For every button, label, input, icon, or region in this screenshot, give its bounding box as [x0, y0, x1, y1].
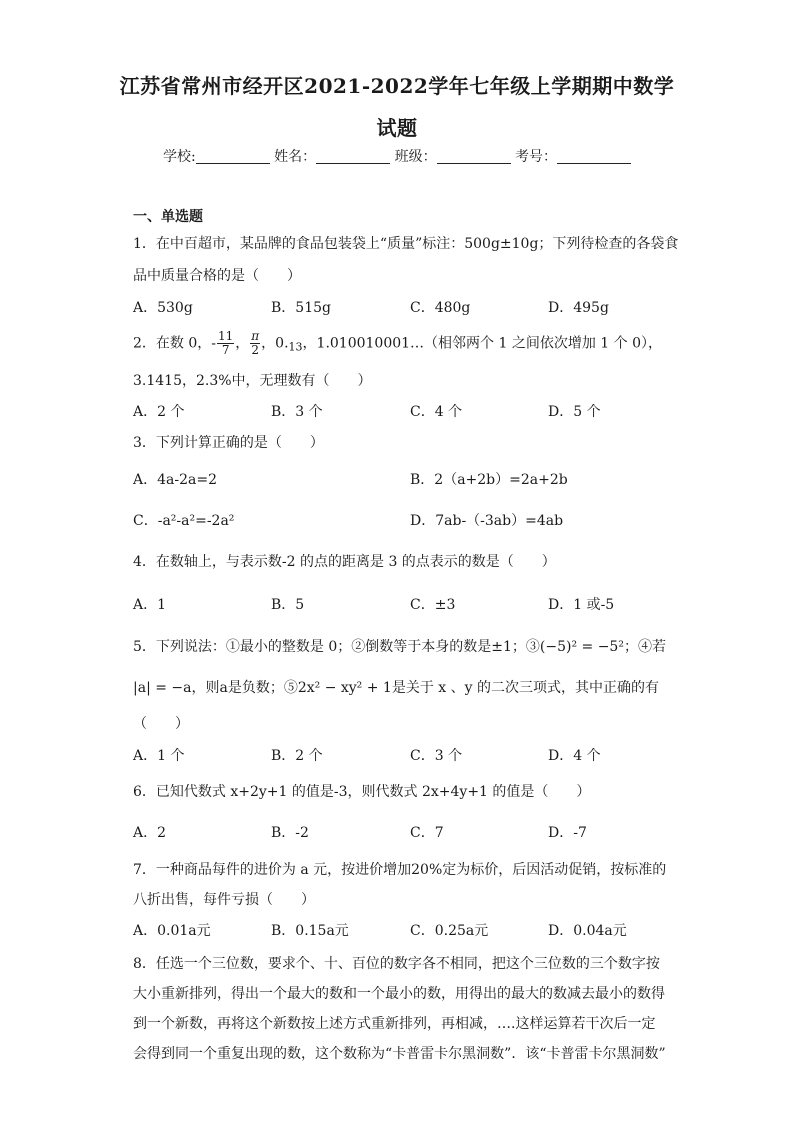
q5-option-a[interactable]: A．1 个	[133, 748, 185, 764]
school-blank[interactable]	[196, 149, 270, 164]
q1-option-a[interactable]: A．530g	[133, 300, 193, 316]
q5-stem-line3: （ ）	[133, 716, 189, 732]
class-blank[interactable]	[437, 149, 511, 164]
q6-stem: 6．已知代数式 x+2y+1 的值是-3，则代数式 2x+4y+1 的值是（ ）	[133, 784, 591, 800]
q5-option-c[interactable]: C．3 个	[410, 748, 463, 764]
q4-stem: 4．在数轴上，与表示数-2 的点的距离是 3 的点表示的数是（ ）	[133, 554, 556, 570]
q8-stem-line2: 大小重新排列，得出一个最大的数和一个最小的数，用得出的最大的数减去最小的数得	[133, 986, 665, 1002]
q7-option-a[interactable]: A．0.01a元	[133, 923, 211, 939]
q5-stem-line1: 5．下列说法：①最小的整数是 0；②倒数等于本身的数是±1；③(−5)² = −5²；④若	[133, 639, 666, 655]
exam-no-label: 考号：	[515, 149, 558, 165]
q2-stem-line2: 3.1415，2.3%中，无理数有（ ）	[133, 373, 372, 389]
q3-stem: 3．下列计算正确的是（ ）	[133, 435, 324, 451]
q2-stem-line1: 2．在数 0，- $\frac{11}{7}$ ， $\frac{\pi}{2}$ ，$0._{13}$，1.010010001…（相邻两个 1 之间依次增加 1 个 0），	[133, 329, 663, 357]
q1-stem-line2: 品中质量合格的是（ ）	[133, 268, 301, 284]
q6-option-c[interactable]: C．7	[410, 825, 444, 841]
q7-option-b[interactable]: B．0.15a元	[271, 923, 349, 939]
q6-option-b[interactable]: B．-2	[271, 825, 309, 841]
q7-option-d[interactable]: D．0.04a元	[548, 923, 627, 939]
q5-option-d[interactable]: D．4 个	[548, 748, 601, 764]
q1-stem-line1: 1．在中百超市，某品牌的食品包装袋上“质量”标注：500g±10g；下列待检查的各袋食	[133, 236, 679, 252]
q2-fraction-11-7: $\frac{11}{7}$	[218, 329, 234, 357]
q8-stem-line1: 8．任选一个三位数，要求个、十、百位的数字各不相同，把这个三位数的三个数字按	[133, 956, 660, 972]
q4-option-c[interactable]: C．±3	[410, 597, 456, 613]
q4-option-b[interactable]: B．5	[271, 597, 305, 613]
q4-option-d[interactable]: D．1 或-5	[548, 597, 615, 613]
q1-option-c[interactable]: C．480g	[410, 300, 471, 316]
q1-option-b[interactable]: B．515g	[271, 300, 331, 316]
q2-option-b[interactable]: B．3 个	[271, 404, 323, 420]
q2-repeating-digits: 13	[288, 340, 303, 354]
q2-option-d[interactable]: D．5 个	[548, 404, 601, 420]
q3-option-a[interactable]: A．4a-2a=2	[133, 472, 217, 488]
class-label: 班级：	[394, 149, 437, 165]
q3-option-d[interactable]: D．7ab-（-3ab）=4ab	[410, 513, 564, 529]
q2-mid: ，0.	[261, 335, 289, 352]
q2-option-c[interactable]: C．4 个	[410, 404, 463, 420]
q3-option-b[interactable]: B．2（a+2b）=2a+2b	[410, 472, 568, 488]
q5-stem-line2: |a| = −a，则a是负数；⑤2x² − xy² + 1是关于 x 、y 的二次三项式，其中正确的有	[133, 680, 659, 696]
q2-post: ，1.010010001…（相邻两个 1 之间依次增加 1 个 0），	[302, 335, 663, 352]
q2-fraction-pi-2: $\frac{\pi}{2}$	[251, 329, 260, 357]
q6-option-a[interactable]: A．2	[133, 825, 167, 841]
q2-pre: 2．在数 0，-	[133, 335, 216, 352]
q8-stem-line3: 到一个新数，再将这个新数按上述方式重新排列，再相减，….这样运算若干次后一定	[133, 1016, 656, 1032]
q4-option-a[interactable]: A．1	[133, 597, 167, 613]
q7-stem-line1: 7．一种商品每件的进价为 a 元，按进价增加20%定为标价，后因活动促销，按标准的	[133, 862, 667, 878]
q7-stem-line2: 八折出售，每件亏损（ ）	[133, 892, 315, 908]
q2-option-a[interactable]: A．2 个	[133, 404, 185, 420]
exam-title-line1: 江苏省常州市经开区2021-2022学年七年级上学期期中数学	[119, 74, 675, 98]
q5-option-b[interactable]: B．2 个	[271, 748, 323, 764]
exam-title-line2: 试题	[376, 116, 418, 140]
q1-option-d[interactable]: D．495g	[548, 300, 609, 316]
name-label: 姓名：	[274, 149, 317, 165]
q3-option-c[interactable]: C．-a²-a²=-2a²	[133, 513, 235, 529]
student-info-row	[0, 146, 794, 166]
q6-option-d[interactable]: D．-7	[548, 825, 587, 841]
q8-stem-line4: 会得到同一个重复出现的数，这个数称为“卡普雷卡尔黑洞数”．该“卡普雷卡尔黑洞数”	[133, 1046, 666, 1062]
name-blank[interactable]	[316, 149, 390, 164]
section-heading: 一、单选题	[133, 209, 203, 225]
q7-option-c[interactable]: C．0.25a元	[410, 923, 489, 939]
exam-no-blank[interactable]	[557, 149, 631, 164]
school-label: 学校:	[162, 149, 196, 165]
